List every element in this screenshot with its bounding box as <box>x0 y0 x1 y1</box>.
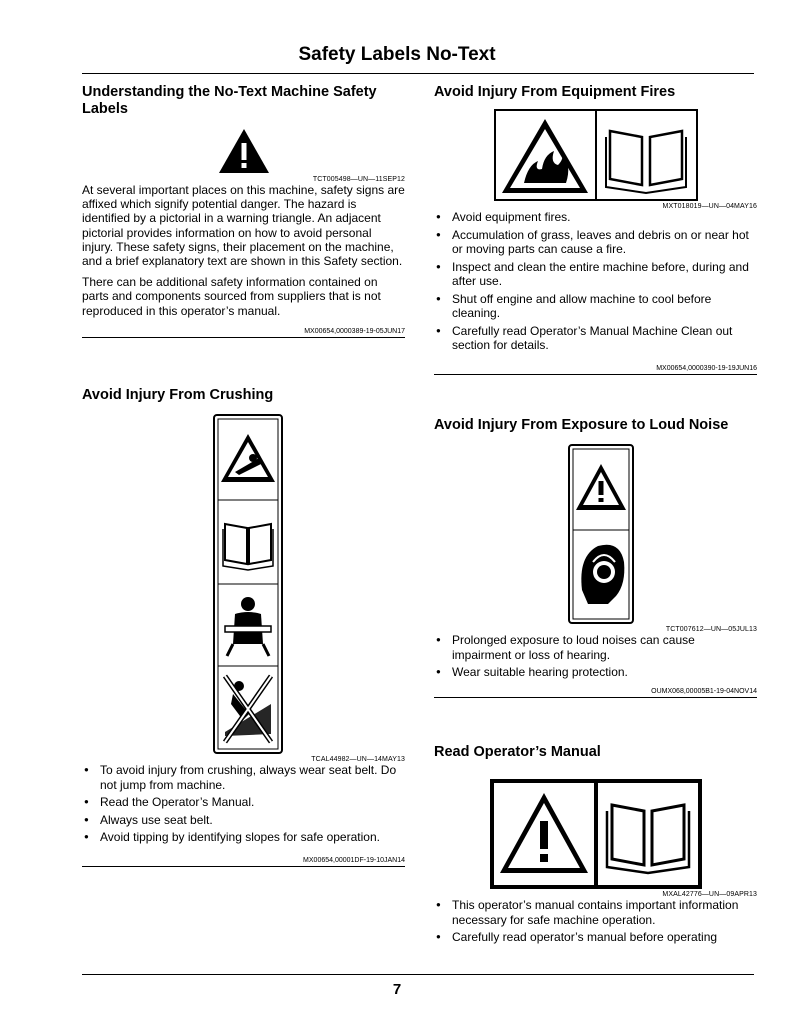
list-item: ● Read the Operator’s Manual. <box>82 795 405 810</box>
bullet-list <box>82 763 405 845</box>
footer-rule <box>82 974 754 975</box>
list-item: ● Avoid equipment fires. <box>434 210 757 225</box>
paragraph: There can be additional safety information contained on parts and components sourced from suppliers that is not reproduced in this operator’s manual. <box>82 275 381 318</box>
list-item: ● Always use seat belt. <box>82 813 405 828</box>
page-number: 7 <box>392 981 402 998</box>
figure-caption: TCT007612—UN—05JUL13 <box>665 626 757 633</box>
figure-caption: MXT018019—UN—04MAY16 <box>662 203 757 210</box>
list-item: ● Carefully read Operator’s Manual Machine Clean out section for details. <box>434 324 757 353</box>
read-manual-label-icon <box>490 779 702 889</box>
section-heading: Avoid Injury From Exposure to Loud Noise <box>434 417 729 433</box>
reference-code: OUMX068,00005B1-19-04NOV14 <box>434 688 757 698</box>
list-item: ● Wear suitable hearing protection. <box>434 665 757 680</box>
list-item: ● Inspect and clean the entire machine before, during and after use. <box>434 260 757 289</box>
section-manual <box>434 744 757 948</box>
section-heading: Avoid Injury From Crushing <box>82 387 274 403</box>
crushing-label-figure <box>82 414 405 754</box>
list-item: ● Prolonged exposure to loud noises can cause impairment or loss of hearing. <box>434 633 757 662</box>
list-item: ● Accumulation of grass, leaves and debris on or near hot or moving parts can cause a fire. <box>434 228 757 257</box>
figure-caption: MXAL42776—UN—09APR13 <box>662 891 757 898</box>
list-item: ● This operator’s manual contains important information necessary for safe machine operation. <box>434 898 757 927</box>
loud-noise-label-icon <box>568 444 634 624</box>
section-noise <box>434 417 757 698</box>
section-heading: Read Operator’s Manual <box>434 744 601 760</box>
warning-triangle-icon <box>218 128 270 174</box>
warning-triangle-figure <box>82 128 405 174</box>
list-item: ● Avoid tipping by identifying slopes for safe operation. <box>82 830 405 845</box>
header-rule <box>82 73 754 74</box>
reference-code: MX00654,00001DF-19-10JAN14 <box>82 857 405 867</box>
section-understanding <box>82 84 405 338</box>
reference-code: MX00654,0000390-19-19JUN16 <box>434 365 757 375</box>
figure-caption: TCAL44982—UN—14MAY13 <box>311 756 405 763</box>
reference-code: MX00654,0000389-19-05JUN17 <box>82 328 405 338</box>
list-item: ● Shut off engine and allow machine to cool before cleaning. <box>434 292 757 321</box>
bullet-list <box>434 633 757 680</box>
bullet-list <box>434 210 757 353</box>
fires-label-figure <box>434 109 757 201</box>
manual-label-figure <box>434 779 757 889</box>
section-fires <box>434 84 757 375</box>
section-crushing <box>82 387 405 867</box>
paragraph: At several important places on this machine, safety signs are affixed which signify potential danger. The hazard is identified by a pictorial in a warning triangle. An adjacent pictorial provides information on how to avoid personal injury. These safety signs, their placement on the machine, and a brief explanatory text are shown in this Safety section. <box>82 183 405 269</box>
noise-label-figure <box>434 444 757 624</box>
figure-caption: TCT005498—UN—11SEP12 <box>312 176 405 183</box>
crushing-safety-label-icon <box>213 414 283 754</box>
fire-safety-label-icon <box>494 109 698 201</box>
list-item: ● To avoid injury from crushing, always wear seat belt. Do not jump from machine. <box>82 763 405 792</box>
page-title: Safety Labels No-Text <box>298 44 496 65</box>
list-item: ● Carefully read operator’s manual before operating <box>434 930 757 945</box>
bullet-list <box>434 898 757 945</box>
section-heading: Understanding the No-Text Machine Safety Labels <box>82 84 377 117</box>
section-heading: Avoid Injury From Equipment Fires <box>434 84 676 100</box>
